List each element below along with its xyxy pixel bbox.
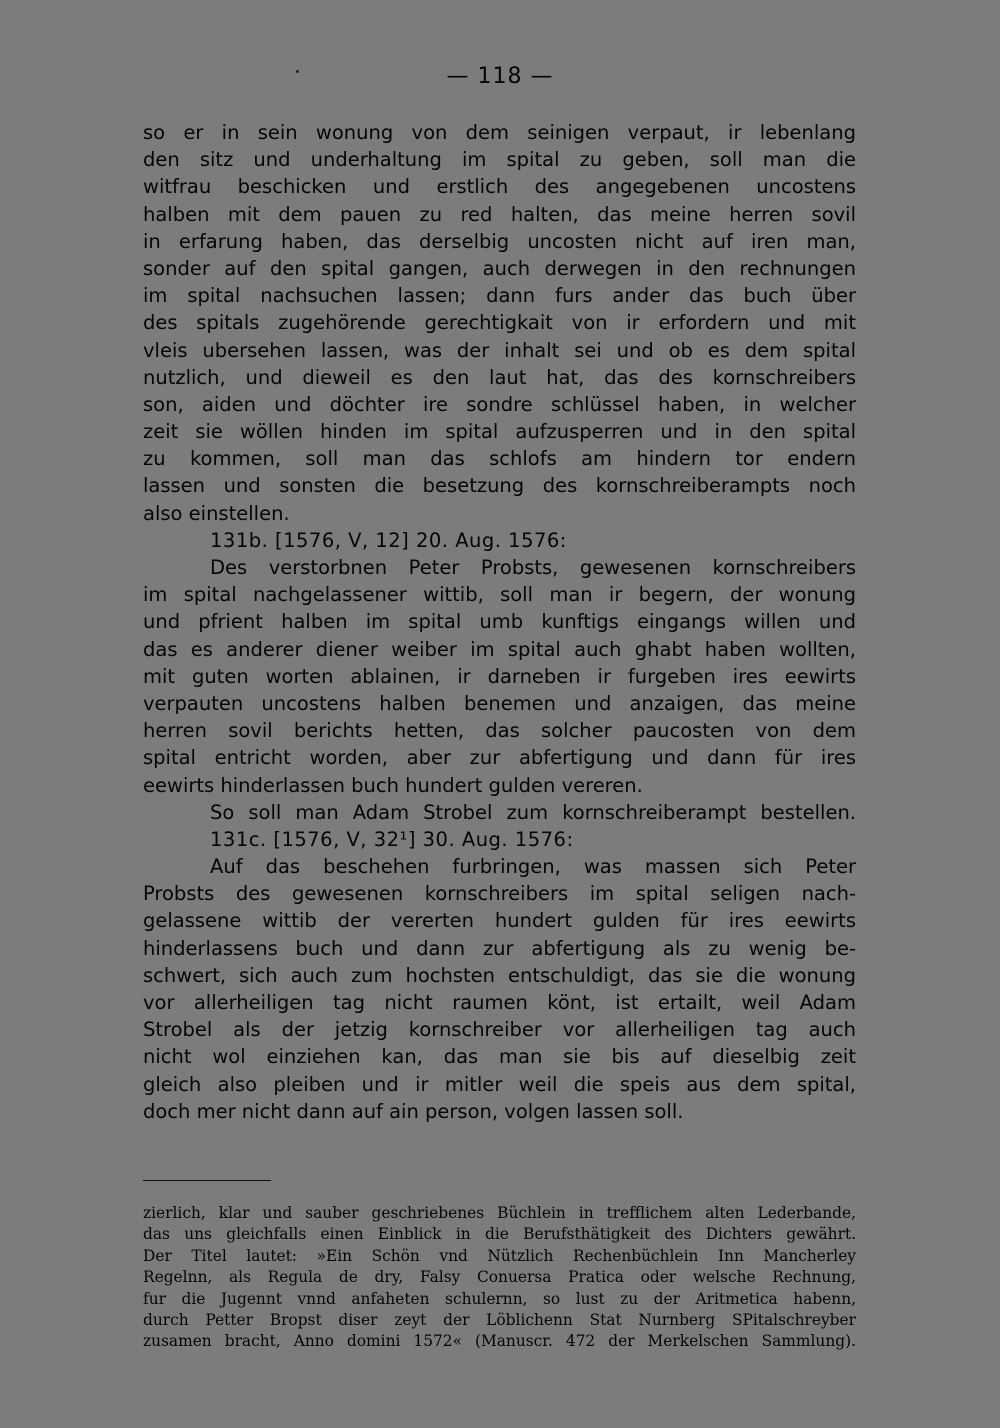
footnote-line: das uns gleichfalls einen Einblick in die Berufsthätigkeit des Dichters gewährt. xyxy=(143,1225,856,1244)
text-line: halben mit dem pauen zu red halten, das meine herren sovil xyxy=(143,202,856,226)
text-line: So soll man Adam Strobel zum kornschreiberampt bestellen. xyxy=(210,800,856,824)
footnote-divider xyxy=(143,1180,271,1181)
text-line: Strobel als der jetzig kornschreiber vor allerheiligen tag auch xyxy=(143,1018,856,1042)
footnote-line: Der Titel lautet: »Ein Schön vnd Nützlich Rechenbüchlein Inn Mancherley xyxy=(143,1246,856,1265)
text-line: sonder auf den spital gangen, auch derwegen in den rechnungen xyxy=(143,256,856,280)
entry-131b xyxy=(143,527,856,826)
text-line: mit guten worten ablainen, ir darneben ir furgeben ires eewirts xyxy=(143,664,856,688)
text-line: im spital nachgelassener wittib, soll man ir begern, der wonung xyxy=(143,583,856,607)
text-line: Des verstorbnen Peter Probsts, gewesenen kornschreibers xyxy=(210,556,856,579)
main-text xyxy=(143,119,856,1125)
page-number: — 118 — xyxy=(446,64,554,89)
footnote-line: zierlich, klar und sauber geschriebenes Büchlein in trefflichem alten Lederbande, xyxy=(143,1204,856,1222)
text-line: spital entricht worden, aber zur abfertigung und dann für ires xyxy=(143,746,856,770)
footnote-line: zusamen bracht, Anno domini 1572« (Manuscr. 472 der Merkelschen Sammlung). xyxy=(143,1332,856,1351)
text-line: gelassene wittib der vererten hundert gulden für ires eewirts xyxy=(143,909,856,933)
text-line: vleis ubersehen lassen, was der inhalt sei und ob es dem spital xyxy=(143,338,856,362)
text-line: nutzlich, und dieweil es den laut hat, das des kornschreibers xyxy=(143,365,856,389)
entry-131c xyxy=(143,826,856,1125)
text-line: in erfarung haben, das derselbig uncosten nicht auf iren man, xyxy=(143,229,856,253)
footnote xyxy=(143,1203,856,1353)
text-line: zu kommen, soll man das schlofs am hindern tor endern xyxy=(143,447,856,471)
text-line: im spital nachsuchen lassen; dann furs ander das buch über xyxy=(143,284,856,308)
text-line: so er in sein wonung von dem seinigen verpaut, ir lebenlang xyxy=(143,121,856,144)
text-line: doch mer nicht dann auf ain person, volgen lassen soll. xyxy=(143,1099,684,1123)
text-line: lassen und sonsten die besetzung des kornschreiberampts noch xyxy=(143,474,856,498)
paragraph-continuation xyxy=(143,119,856,527)
footnote-line: fur die Jugennt vnnd anfaheten schulernn, so lust zu der Aritmetica habenn, xyxy=(143,1289,856,1308)
text-line: herren sovil berichts hetten, das solcher paucosten von dem xyxy=(143,719,856,743)
text-line: also einstellen. xyxy=(143,501,290,525)
text-line: und pfrient halben im spital umb kunftigs eingangs willen und xyxy=(143,610,856,634)
text-line: son, aiden und döchter ire sondre schlüssel haben, in welcher xyxy=(143,392,856,416)
text-line: zeit sie wöllen hinden im spital aufzusperren und in den spital xyxy=(143,420,856,444)
text-line: Probsts des gewesenen kornschreibers im spital seligen nach- xyxy=(143,882,856,906)
entry-heading: 131c. [1576, V, 32¹] 30. Aug. 1576: xyxy=(210,827,574,851)
text-line: gleich also pleiben und ir mitler weil die speis aus dem spital, xyxy=(143,1072,856,1096)
footnote-line: durch Petter Bropst diser zeyt der Löblichenn Stat Nurnberg SPitalschreyber xyxy=(143,1310,856,1329)
entry-heading: 131b. [1576, V, 12] 20. Aug. 1576: xyxy=(210,528,567,552)
text-line: Auf das beschehen furbringen, was massen sich Peter xyxy=(210,855,856,879)
text-line: schwert, sich auch zum hochsten entschuldigt, das sie die wonung xyxy=(143,963,856,987)
text-line: vor allerheiligen tag nicht raumen könt, ist ertailt, weil Adam xyxy=(143,991,856,1014)
text-line: witfrau beschicken und erstlich des angegebenen uncostens xyxy=(143,175,856,199)
text-line: das es anderer diener weiber im spital auch ghabt haben wollten, xyxy=(143,637,856,661)
text-line: hinderlassens buch und dann zur abfertigung als zu wenig be- xyxy=(143,936,856,960)
footnote-line: Regelnn, als Regula de dry, Falsy Conuersa Pratica oder welsche Rechnung, xyxy=(143,1268,856,1287)
text-line: den sitz und underhaltung im spital zu geben, soll man die xyxy=(143,148,856,172)
text-line: eewirts hinderlassen buch hundert gulden vereren. xyxy=(143,773,643,797)
text-line: verpauten uncostens halben benemen und anzaigen, das meine xyxy=(143,691,856,715)
text-line: des spitals zugehörende gerechtigkait von ir erfordern und mit xyxy=(143,311,856,335)
text-line: nicht wol einziehen kan, das man sie bis auf dieselbig zeit xyxy=(143,1045,856,1069)
